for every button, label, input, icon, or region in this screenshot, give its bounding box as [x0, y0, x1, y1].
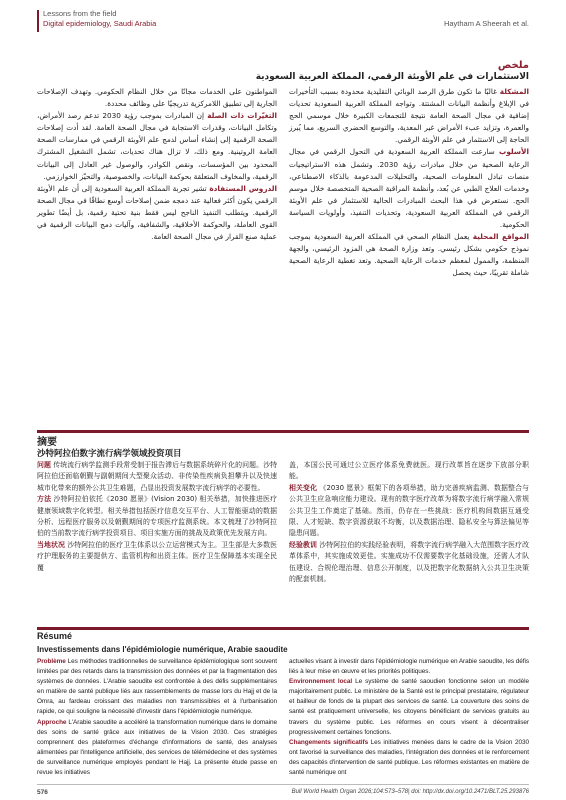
chinese-right-column — [289, 460, 529, 585]
chinese-paragraph: 经验教训 沙特阿拉伯的实践经验表明，将数字流行病学融入大范围数字医疗改革体系中，其实施成效更佳。实施成功不仅需要数字化基础设施，还需人才队伍建设、合规伦理治理、信息公开制度，以及把数字化数据纳入公共卫生决策的配套机制。 — [289, 540, 529, 584]
footer-rule — [37, 784, 529, 785]
chinese-paragraph: 盖，本国公民可通过公立医疗体系免费就医。现行改革旨在逐步下放部分职能。 — [289, 461, 529, 481]
french-paragraph: Changements significatifs Les initiatives menées dans le cadre de la Vision 2030 ont favorisé la surveillance des maladies, l'intégration des données et le renforcement des capacités d'intervention de santé publique. Les réformes existantes en matière de santé numérique ont — [289, 738, 529, 777]
french-paragraph: Environnement local Le système de santé saoudien fonctionne selon un modèle majoritairement public. Le ministère de la Santé est le principal prestataire, régulateur et bailleur de fonds de la plupart des services de santé. La couverture des soins de santé est pratiquement universelle, les citoyens bénéficiant de services gratuits au travers du système public. Les réformes en cours visent à décentraliser progressivement certaines fonctions. — [289, 678, 529, 736]
arabic-paragraph: الأسلوب سارعت المملكة العربية السعودية في التحول الرقمي في مجال الرعاية الصحية من خلال مبادرات رؤية 2030. وتشمل هذه الاستراتيجيات منصات تبادل المعلومات الصحية، والتحليلات المدعومة بالذكاء الاصطناعي، وخدمات العلاج الطبي عن بُعد، وأنظمة المراقبة الصحية المتخصصة خلال موسم الحج. نستعرض في هذا البحث المبادرات الحالية للاستثمار في علم الأوبئة الرقمي في المملكة العربية السعودية، وتحديات التنفيذ، وأولويات السياسة الحكومية. — [289, 147, 529, 230]
chinese-paragraph: 相关变化 《2030 愿景》框架下的各项举措，助力完善疾病监测、数据整合与公共卫生应急响应能力建设。现有的数字医疗改革为将数字流行病学融入常规公共卫生工作奠定了基础。然而，仍存在一些挑战：医疗机构间数据互通受限、人才短缺、数字资源获取不均衡，以及数据治理、隐私安全与算法偏见等隐患问题。 — [289, 483, 529, 538]
header-subsection: Digital epidemiology, Saudi Arabia — [43, 19, 157, 28]
chinese-paragraph: 方法 沙特阿拉伯依托《2030 愿景》(Vision 2030) 相关举措，加快推进医疗健康领域数字化转型。相关举措包括医疗信息交互平台、人工智能驱动的数据分析、远程医疗服务以及朝觐期间的专项医疗监测系统。本文梳理了沙特阿拉伯的当前数字流行病学投资项目、项目实施方面的挑战及政策优先发展方向。 — [37, 495, 277, 538]
chinese-heading: 摘要 — [37, 437, 57, 448]
french-abstract — [37, 657, 529, 778]
arabic-paragraph: الدروس المستفادة تشير تجربة المملكة العربية السعودية إلى أن علم الأوبئة الرقمي يكون أكثر فعالية عند دمجه ضمن إصلاحات أوسع نطاقًا في مجال الصحة الرقمية. ويتطلب التنفيذ الناجح ليس فقط بنية تحتية رقمية، بل أيضًا تطوير القوى العاملة، والحوكمة الأخلاقية، والشفافية، وآليات دمج البيانات الرقمية في عملية صنع القرار في مجال الصحة العامة. — [37, 183, 277, 242]
chinese-title: 沙特阿拉伯数字流行病学领域投资项目 — [37, 449, 182, 459]
arabic-paragraph: المشكلة غالبًا ما تكون طرق الرصد الوبائي التقليدية محدودة بسبب التأخيرات في الإبلاغ وأنظمة البيانات المشتتة. وتواجه المملكة العربية السعودية تحديات إضافية في مجال الصحة العامة نتيجة للتجمعات الكبيرة خلال موسمي الحج والعمرة، وتزايد عبء الأمراض غير المعدية، والتوسع الحضري السريع، مما يُبرز الحاجة إلى الاستثمار في علم الأوبئة الرقمي. — [289, 87, 529, 145]
french-title: Investissements dans l'épidémiologie numérique, Arabie saoudite — [37, 645, 288, 654]
arabic-paragraph: المواطنون على الخدمات مجانًا من خلال النظام الحكومي. وتهدف الإصلاحات الجارية إلى تطبيق اللامركزية تدريجيًا على وظائف محددة. — [37, 87, 277, 109]
arabic-abstract — [37, 60, 529, 280]
header-accent-bar — [37, 10, 39, 32]
french-heading: Résumé — [37, 631, 73, 641]
arabic-right-column — [289, 86, 529, 280]
arabic-heading: ملخص — [497, 60, 529, 71]
french-paragraph: Problème Les méthodes traditionnelles de surveillance épidémiologique sont souvent limitées par des retards dans la transmission des données et par la fragmentation des systèmes de données. L'Arabie saoudite est confrontée à des défis supplémentaires en matière de santé publique liés aux rassemblements de masse lors du Hajj et de la Omra, au fardeau croissant des maladies non transmissibles et à l'urbanisation rapide, ce qui souligne la nécessité d'investir dans l'épidémiologie numérique. — [37, 658, 277, 716]
chinese-paragraph: 当地状况 沙特阿拉伯的医疗卫生体系以公立运营模式为主。卫生部是大多数医疗护理服务的主要提供方、监管机构和出资主体。医疗卫生保障基本实现全民覆 — [37, 540, 277, 572]
arabic-title: الاستثمارات في علم الأوبئة الرقمي، المملكة العربية السعودية — [255, 72, 529, 82]
arabic-paragraph: المواقع المحلية يعمل النظام الصحي في المملكة العربية السعودية بموجب نموذج حكومي بشكل رئيسي. وتعد وزارة الصحة هي المزود الرئيسي، والجهة المنظمة، والممول لمعظم خدمات الرعاية الصحية. وتعد تغطية الرعاية الصحية شاملة تقريبًا، حيث يحصل — [289, 232, 529, 278]
french-paragraph: actuelles visant à investir dans l'épidémiologie numérique en Arabie saoudite, les défis liés à leur mise en œuvre et les priorités politiques. — [289, 658, 529, 676]
french-right-column — [289, 657, 529, 778]
arabic-left-column — [37, 86, 277, 280]
chinese-abstract — [37, 460, 529, 585]
header-section: Lessons from the field — [43, 9, 117, 18]
section-divider — [37, 430, 529, 433]
page-number: 576 — [37, 789, 48, 796]
french-left-column — [37, 657, 277, 778]
header-authors: Haytham A Sheerah et al. — [443, 19, 529, 28]
chinese-paragraph: 问题 传统流行病学监测手段常受制于报告滞后与数据系统碎片化的问题。沙特阿拉伯还面临朝觐与副朝期间大型聚众活动、非传染性疾病负担攀升以及快速城市化带来的额外公共卫生难题，凸显出投资发展数字流行病学的必要性。 — [37, 461, 277, 492]
footer-citation: Bull World Health Organ 2026;104:573–578| doi: http://dx.doi.org/10.2471/BLT.25.293876 — [291, 789, 529, 795]
arabic-paragraph: التغيّرات ذات الصلة إن المبادرات بموجب رؤية 2030 تدعم رصد الأمراض، وتكامل البيانات، وقدرات الاستجابة في مجال الصحة العامة. لقد أدت إصلاحات الصحة الرقمية إلى إنشاء أساس لدمج علم الأوبئة الرقمي في ممارسات الصحة العامة الروتينية. ومع ذلك، لا تزال هناك تحديات، تشمل التشغيل المشترك المحدود بين المؤسسات، ونقص الكوادر، والوصول غير العادل إلى البيانات الرقمية، والمخاوف المتعلقة بحوكمة البيانات، والخصوصية، والتحيّز الخوارزمي. — [37, 111, 277, 181]
section-divider — [37, 627, 529, 630]
french-paragraph: Approche L'Arabie saoudite a accéléré la transformation numérique dans le domaine des soins de santé grâce aux initiatives de la Vision 2030. Ces stratégies comprennent des plateformes d'échange d'informations de santé, des analyses alimentées par l'intelligence artificielle, des services de télémédecine et des systèmes de surveillance numérique employés pendant le Hajj. La présente étude passe en revue les initiatives — [37, 718, 277, 777]
chinese-left-column — [37, 460, 277, 585]
